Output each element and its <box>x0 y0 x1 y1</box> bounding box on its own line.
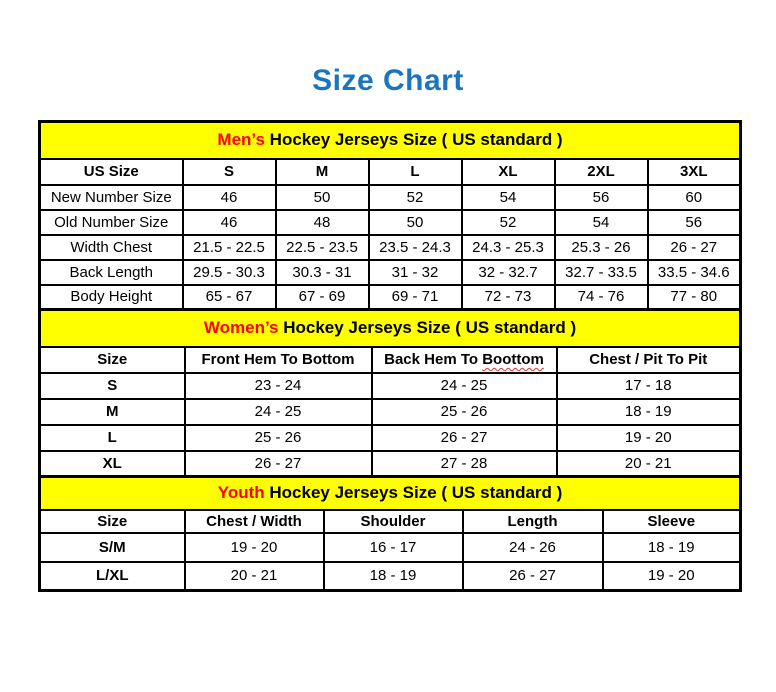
column-header: Size <box>40 510 185 533</box>
column-header: Chest / Width <box>185 510 324 533</box>
row-label: L/XL <box>40 562 185 591</box>
cell: 26 - 27 <box>372 425 557 451</box>
column-header: Shoulder <box>324 510 463 533</box>
cell: 19 - 20 <box>185 533 324 562</box>
cell: 77 - 80 <box>648 285 741 310</box>
table-row <box>40 533 741 562</box>
cell: 65 - 67 <box>183 285 276 310</box>
cell: 50 <box>369 210 462 235</box>
column-header: Front Hem To Bottom <box>185 347 372 373</box>
womens-column-header-row <box>40 347 741 373</box>
table-row <box>40 425 741 451</box>
cell: 16 - 17 <box>324 533 463 562</box>
cell: 27 - 28 <box>372 451 557 477</box>
womens-header-text: Hockey Jerseys Size ( US standard ) <box>278 318 577 338</box>
cell: 74 - 76 <box>555 285 648 310</box>
mens-column-header-row <box>40 159 741 185</box>
table-row <box>40 235 741 260</box>
row-label: L <box>40 425 185 451</box>
column-header: 2XL <box>555 159 648 185</box>
cell: 46 <box>183 210 276 235</box>
cell: 69 - 71 <box>369 285 462 310</box>
cell: 52 <box>462 210 555 235</box>
youth-section-header <box>40 477 741 510</box>
cell: 48 <box>276 210 369 235</box>
mens-header-highlight: Men’s <box>217 130 265 150</box>
table-row <box>40 285 741 310</box>
table-row <box>40 260 741 285</box>
cell: 24 - 25 <box>185 399 372 425</box>
column-header: US Size <box>40 159 183 185</box>
youth-header-highlight: Youth <box>217 483 265 503</box>
cell: 18 - 19 <box>557 399 741 425</box>
cell: 22.5 - 23.5 <box>276 235 369 260</box>
row-label: XL <box>40 451 185 477</box>
column-header: Chest / Pit To Pit <box>557 347 741 373</box>
cell: 46 <box>183 185 276 210</box>
cell: 24.3 - 25.3 <box>462 235 555 260</box>
table-row <box>40 399 741 425</box>
cell: 54 <box>555 210 648 235</box>
table-row <box>40 210 741 235</box>
cell: 26 - 27 <box>185 451 372 477</box>
youth-header-text: Hockey Jerseys Size ( US standard ) <box>264 483 563 503</box>
cell: 23.5 - 24.3 <box>369 235 462 260</box>
column-header: Length <box>463 510 603 533</box>
cell: 20 - 21 <box>557 451 741 477</box>
mens-section-header-row <box>40 122 741 159</box>
mens-section-header <box>40 122 741 159</box>
cell: 56 <box>555 185 648 210</box>
row-label: Width Chest <box>40 235 183 260</box>
column-header: S <box>183 159 276 185</box>
row-label: Old Number Size <box>40 210 183 235</box>
youth-column-header-row <box>40 510 741 533</box>
cell: 31 - 32 <box>369 260 462 285</box>
cell: 17 - 18 <box>557 373 741 399</box>
youth-size-table <box>38 475 742 592</box>
cell: 18 - 19 <box>324 562 463 591</box>
cell: 52 <box>369 185 462 210</box>
column-header: L <box>369 159 462 185</box>
column-header-text: Back Hem To <box>384 351 483 368</box>
row-label: Back Length <box>40 260 183 285</box>
cell: 54 <box>462 185 555 210</box>
womens-header-highlight: Women’s <box>203 318 279 338</box>
womens-section-header-row <box>40 310 741 347</box>
cell: 25 - 26 <box>372 399 557 425</box>
cell: 67 - 69 <box>276 285 369 310</box>
column-header-misspelled <box>372 347 557 373</box>
table-row <box>40 562 741 591</box>
row-label: Body Height <box>40 285 183 310</box>
cell: 30.3 - 31 <box>276 260 369 285</box>
page-title: Size Chart <box>312 64 464 97</box>
cell: 29.5 - 30.3 <box>183 260 276 285</box>
womens-size-table <box>38 308 742 478</box>
cell: 56 <box>648 210 741 235</box>
cell: 23 - 24 <box>185 373 372 399</box>
column-header: XL <box>462 159 555 185</box>
size-chart <box>38 120 740 592</box>
cell: 19 - 20 <box>603 562 741 591</box>
cell: 32.7 - 33.5 <box>555 260 648 285</box>
table-row <box>40 373 741 399</box>
cell: 21.5 - 22.5 <box>183 235 276 260</box>
column-header: Sleeve <box>603 510 741 533</box>
cell: 50 <box>276 185 369 210</box>
mens-header-text: Hockey Jerseys Size ( US standard ) <box>264 130 563 150</box>
row-label: M <box>40 399 185 425</box>
cell: 25.3 - 26 <box>555 235 648 260</box>
cell: 26 - 27 <box>648 235 741 260</box>
cell: 24 - 26 <box>463 533 603 562</box>
cell: 26 - 27 <box>463 562 603 591</box>
cell: 33.5 - 34.6 <box>648 260 741 285</box>
column-header: 3XL <box>648 159 741 185</box>
womens-section-header <box>40 310 741 347</box>
cell: 60 <box>648 185 741 210</box>
cell: 32 - 32.7 <box>462 260 555 285</box>
cell: 25 - 26 <box>185 425 372 451</box>
table-row <box>40 185 741 210</box>
cell: 19 - 20 <box>557 425 741 451</box>
cell: 72 - 73 <box>462 285 555 310</box>
column-header: Size <box>40 347 185 373</box>
mens-size-table <box>38 120 742 311</box>
row-label: New Number Size <box>40 185 183 210</box>
table-row <box>40 451 741 477</box>
cell: 20 - 21 <box>185 562 324 591</box>
youth-section-header-row <box>40 477 741 510</box>
column-header: M <box>276 159 369 185</box>
row-label: S <box>40 373 185 399</box>
cell: 24 - 25 <box>372 373 557 399</box>
misspelled-word: Boottom <box>482 351 544 368</box>
cell: 18 - 19 <box>603 533 741 562</box>
row-label: S/M <box>40 533 185 562</box>
